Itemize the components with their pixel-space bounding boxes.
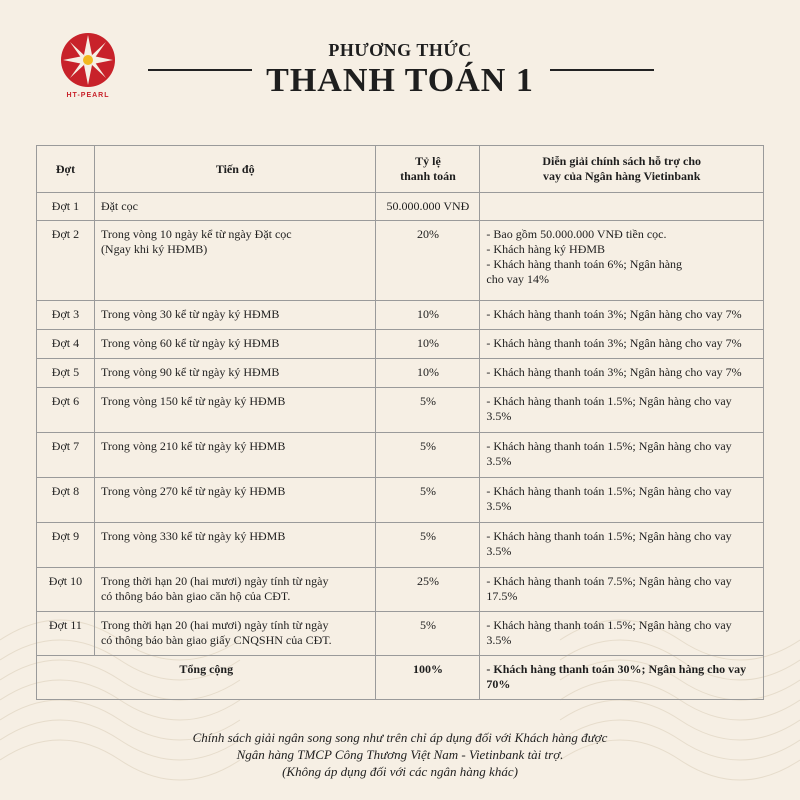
table-total-row	[37, 656, 764, 700]
cell-diengiai: - Khách hàng thanh toán 7.5%; Ngân hàng cho vay 17.5%	[480, 568, 764, 612]
logo-text: HT-PEARL	[66, 92, 110, 99]
table-row	[37, 568, 764, 612]
cell-tiendo: Trong vòng 150 kể từ ngày ký HĐMB	[94, 388, 376, 433]
total-label: Tổng cộng	[37, 656, 376, 700]
cell-dot: Đợt 7	[37, 433, 95, 478]
cell-dot: Đợt 1	[37, 193, 95, 221]
page-title: THANH TOÁN 1	[266, 62, 534, 99]
footer-line-1: Chính sách giải ngân song song như trên chỉ áp dụng đối với Khách hàng được	[192, 730, 608, 745]
cell-tiendo: Trong thời hạn 20 (hai mươi) ngày tính từ ngày có thông báo bàn giao giấy CNQSHN của CĐT.	[94, 612, 376, 656]
cell-dot: Đợt 2	[37, 221, 95, 301]
table-row	[37, 359, 764, 388]
footer-note	[0, 729, 800, 780]
cell-tyle: 20%	[376, 221, 480, 301]
cell-tiendo: Trong vòng 90 kể từ ngày ký HĐMB	[94, 359, 376, 388]
table-row	[37, 301, 764, 330]
header-diengiai: Diễn giải chính sách hỗ trợ cho vay của Ngân hàng Vietinbank	[480, 146, 764, 193]
cell-diengiai: - Khách hàng thanh toán 3%; Ngân hàng cho vay 7%	[480, 359, 764, 388]
header-dot: Đợt	[37, 146, 95, 193]
cell-tiendo: Trong vòng 270 kể từ ngày ký HĐMB	[94, 478, 376, 523]
cell-dot: Đợt 4	[37, 330, 95, 359]
cell-diengiai: - Khách hàng thanh toán 1.5%; Ngân hàng cho vay 3.5%	[480, 612, 764, 656]
cell-tiendo: Trong vòng 60 kể từ ngày ký HĐMB	[94, 330, 376, 359]
table-header-row	[37, 146, 764, 193]
cell-diengiai: - Khách hàng thanh toán 3%; Ngân hàng cho vay 7%	[480, 301, 764, 330]
cell-dot: Đợt 10	[37, 568, 95, 612]
cell-tiendo: Đặt cọc	[94, 193, 376, 221]
cell-tyle: 5%	[376, 433, 480, 478]
table-row	[37, 221, 764, 301]
table-row	[37, 193, 764, 221]
cell-tiendo: Trong vòng 10 ngày kể từ ngày Đặt cọc (Ngay khi ký HĐMB)	[94, 221, 376, 301]
cell-tyle: 10%	[376, 359, 480, 388]
cell-dot: Đợt 9	[37, 523, 95, 568]
table-row	[37, 388, 764, 433]
footer-line-2: Ngân hàng TMCP Công Thương Việt Nam - Vietinbank tài trợ.	[236, 747, 564, 762]
table-row	[37, 523, 764, 568]
cell-diengiai: - Bao gồm 50.000.000 VNĐ tiền cọc. - Khách hàng ký HĐMB - Khách hàng thanh toán 6%; Ngân hàng cho vay 14%	[480, 221, 764, 301]
cell-dot: Đợt 11	[37, 612, 95, 656]
cell-dot: Đợt 5	[37, 359, 95, 388]
cell-tyle: 25%	[376, 568, 480, 612]
header-tiendo: Tiến độ	[94, 146, 376, 193]
footer-line-3: (Không áp dụng đối với các ngân hàng khác)	[282, 764, 518, 779]
cell-dot: Đợt 6	[37, 388, 95, 433]
total-diengiai: - Khách hàng thanh toán 30%; Ngân hàng cho vay 70%	[480, 656, 764, 700]
header-tyle: Tỷ lệ thanh toán	[376, 146, 480, 193]
cell-dot: Đợt 8	[37, 478, 95, 523]
total-tyle: 100%	[376, 656, 480, 700]
payment-schedule-table	[36, 145, 764, 700]
cell-tyle: 5%	[376, 523, 480, 568]
cell-tyle: 50.000.000 VNĐ	[376, 193, 480, 221]
cell-tyle: 5%	[376, 478, 480, 523]
cell-diengiai	[480, 193, 764, 221]
cell-diengiai: - Khách hàng thanh toán 1.5%; Ngân hàng cho vay 3.5%	[480, 388, 764, 433]
cell-tiendo: Trong vòng 210 kể từ ngày ký HĐMB	[94, 433, 376, 478]
cell-tyle: 5%	[376, 388, 480, 433]
cell-dot: Đợt 3	[37, 301, 95, 330]
cell-diengiai: - Khách hàng thanh toán 1.5%; Ngân hàng cho vay 3.5%	[480, 478, 764, 523]
table-row	[37, 433, 764, 478]
cell-tiendo: Trong thời hạn 20 (hai mươi) ngày tính từ ngày có thông báo bàn giao căn hộ của CĐT.	[94, 568, 376, 612]
cell-tyle: 5%	[376, 612, 480, 656]
table-row	[37, 612, 764, 656]
cell-tiendo: Trong vòng 330 kể từ ngày ký HĐMB	[94, 523, 376, 568]
page-subtitle: PHƯƠNG THỨC	[328, 40, 472, 60]
cell-tyle: 10%	[376, 301, 480, 330]
table-row	[37, 330, 764, 359]
cell-tiendo: Trong vòng 30 kể từ ngày ký HĐMB	[94, 301, 376, 330]
cell-tyle: 10%	[376, 330, 480, 359]
table-row	[37, 478, 764, 523]
cell-diengiai: - Khách hàng thanh toán 1.5%; Ngân hàng cho vay 3.5%	[480, 433, 764, 478]
cell-diengiai: - Khách hàng thanh toán 3%; Ngân hàng cho vay 7%	[480, 330, 764, 359]
cell-diengiai: - Khách hàng thanh toán 1.5%; Ngân hàng cho vay 3.5%	[480, 523, 764, 568]
